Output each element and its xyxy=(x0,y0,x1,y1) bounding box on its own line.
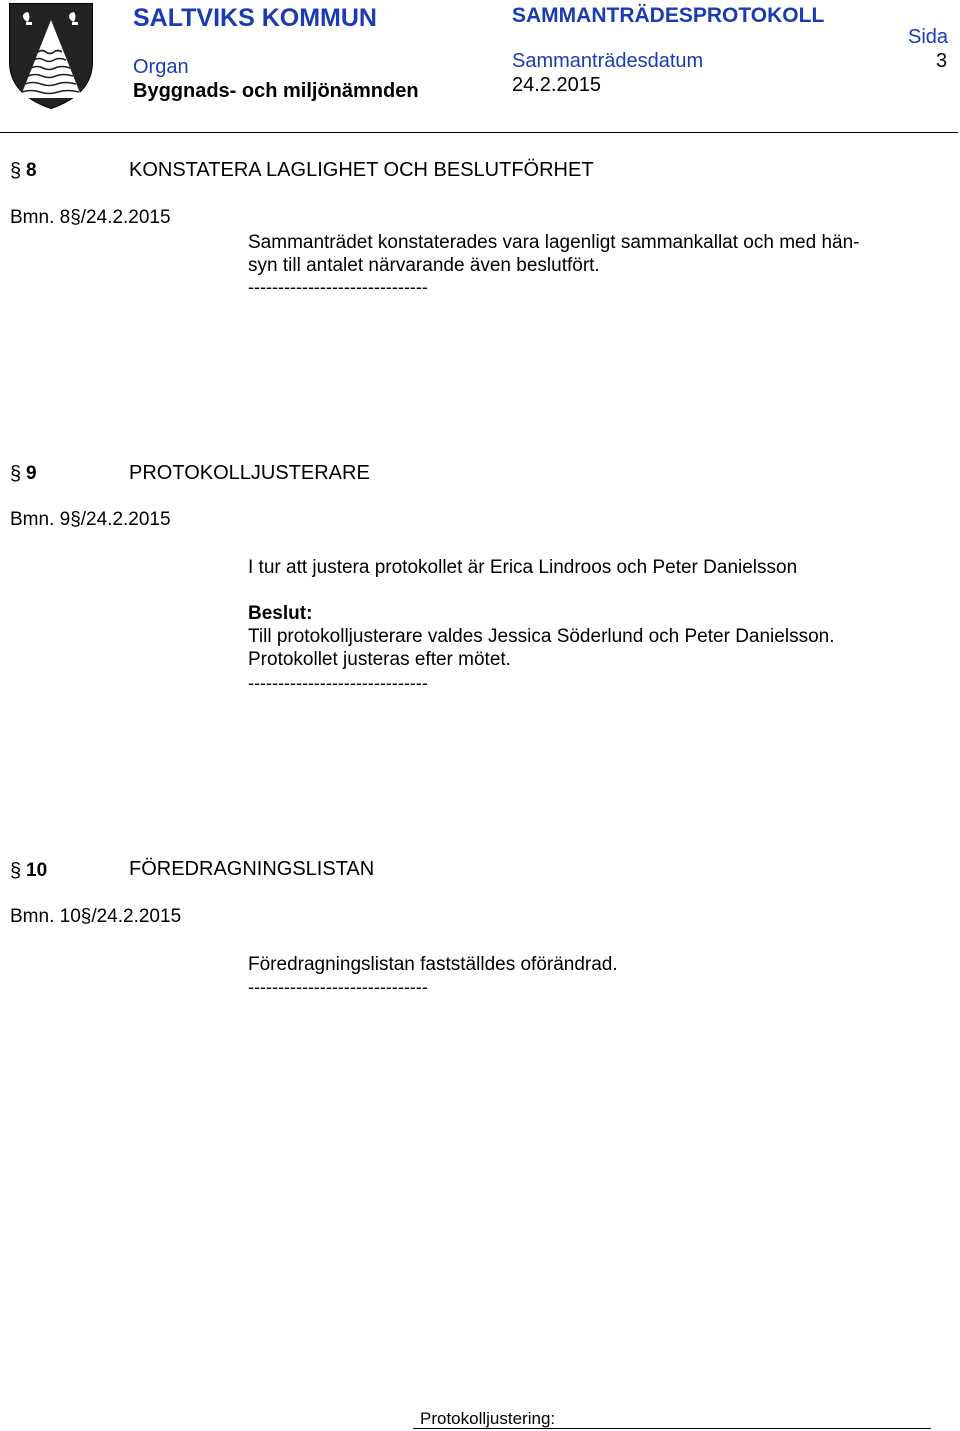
section-text-line: Föredragningslistan fastställdes oförändrad. xyxy=(248,954,618,975)
section-symbol: § xyxy=(10,160,22,182)
document-type: SAMMANTRÄDESPROTOKOLL xyxy=(512,4,825,27)
section-symbol: § xyxy=(10,860,22,882)
page-label: Sida xyxy=(908,26,949,48)
section-number: 8 xyxy=(26,160,37,181)
section-reference: Bmn. 9§/24.2.2015 xyxy=(10,509,171,530)
date-label: Sammanträdesdatum xyxy=(512,50,704,72)
organ-label: Organ xyxy=(133,56,189,78)
section-text-line: Sammanträdet konstaterades vara lagenligt sammankallat och med hän- xyxy=(248,232,860,253)
section-separator: ------------------------------ xyxy=(248,977,428,997)
section-title: KONSTATERA LAGLIGHET OCH BESLUTFÖRHET xyxy=(129,159,594,181)
section-reference: Bmn. 10§/24.2.2015 xyxy=(10,906,182,927)
section-number: 9 xyxy=(26,463,37,484)
header-divider xyxy=(0,132,958,133)
signature-line xyxy=(413,1428,931,1429)
section-title: PROTOKOLLJUSTERARE xyxy=(129,462,370,484)
section-text-line: I tur att justera protokollet är Erica Lindroos och Peter Danielsson xyxy=(248,557,798,578)
organ-value: Byggnads- och miljönämnden xyxy=(133,80,419,102)
decision-text-line: Protokollet justeras efter mötet. xyxy=(248,649,511,670)
section-number: 10 xyxy=(26,860,48,881)
municipality-name: SALTVIKS KOMMUN xyxy=(133,4,377,32)
meeting-date: 24.2.2015 xyxy=(512,74,601,96)
signature-label: Protokolljustering: xyxy=(420,1409,556,1428)
municipality-coat-of-arms-logo xyxy=(8,2,94,110)
section-separator: ------------------------------ xyxy=(248,673,428,693)
section-title: FÖREDRAGNINGSLISTAN xyxy=(129,858,375,880)
page-number: 3 xyxy=(936,50,948,72)
decision-text-line: Till protokolljusterare valdes Jessica Söderlund och Peter Danielsson. xyxy=(248,626,835,647)
section-symbol: § xyxy=(10,463,22,485)
decision-label: Beslut: xyxy=(248,603,313,624)
section-reference: Bmn. 8§/24.2.2015 xyxy=(10,207,171,228)
section-separator: ------------------------------ xyxy=(248,277,428,297)
section-text-line: syn till antalet närvarande även beslutfört. xyxy=(248,255,600,276)
